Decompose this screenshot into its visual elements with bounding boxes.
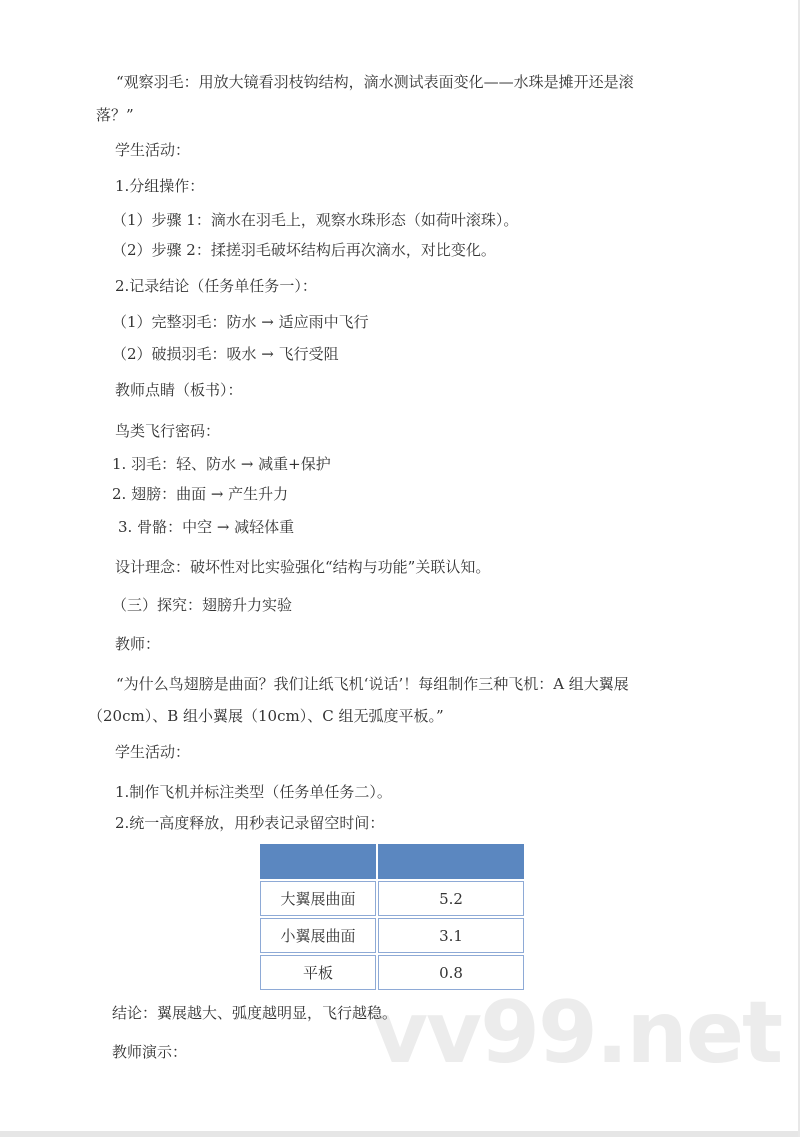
table-row [260,918,524,953]
paragraph: 落？” [96,106,134,124]
list-item: 1.分组操作： [115,177,205,195]
list-item: （1）完整羽毛：防水 → 适应雨中飞行 [112,313,369,331]
cell-time: 3.1 [378,918,524,953]
list-item: 1. 羽毛：轻、防水 → 减重+保护 [112,455,331,473]
paragraph: “为什么鸟翅膀是曲面？我们让纸飞机‘说话’！每组制作三种飞机：A 组大翼展 [116,675,629,693]
list-item: （2）步骤 2：揉搓羽毛破坏结构后再次滴水，对比变化。 [112,241,496,259]
conclusion: 结论：翼展越大、弧度越明显，飞行越稳。 [112,1004,398,1022]
page-bottom-edge [0,1131,800,1137]
heading-teacher: 教师： [115,635,161,653]
heading-teacher-note: 教师点睛（板书）： [115,381,243,399]
list-item: 2. 翅膀：曲面 → 产生升力 [112,485,289,503]
heading-student-activity: 学生活动： [115,141,191,159]
table-header-row [260,844,524,879]
header-cell [378,844,524,879]
list-item: （1）步骤 1：滴水在羽毛上，观察水珠形态（如荷叶滚珠）。 [112,211,519,229]
section-heading: （三）探究：翅膀升力实验 [112,596,293,614]
list-item: 1.制作飞机并标注类型（任务单任务二）。 [115,783,392,801]
heading-teacher-demo: 教师演示： [112,1043,188,1061]
cell-time: 5.2 [378,881,524,916]
list-item: （2）破损羽毛：吸水 → 飞行受阻 [112,345,339,363]
table-row [260,881,524,916]
list-item: 3. 骨骼：中空 → 减轻体重 [118,518,295,536]
flight-time-table [258,842,526,992]
paragraph: （20cm）、B 组小翼展（10cm）、C 组无弧度平板。” [88,707,444,725]
list-item: 2.记录结论（任务单任务一）： [115,277,317,295]
cell-type: 小翼展曲面 [260,918,376,953]
cell-time: 0.8 [378,955,524,990]
header-cell [260,844,376,879]
heading-student-activity: 学生活动： [115,743,191,761]
paragraph: “观察羽毛：用放大镜看羽枝钩结构，滴水测试表面变化——水珠是摊开还是滚 [116,73,634,91]
paragraph: 设计理念：破坏性对比实验强化“结构与功能”关联认知。 [115,558,491,576]
cell-type: 平板 [260,955,376,990]
watermark: vv99.net [372,983,782,1083]
paragraph: 鸟类飞行密码： [115,422,221,440]
list-item: 2.统一高度释放，用秒表记录留空时间： [115,814,385,832]
cell-type: 大翼展曲面 [260,881,376,916]
